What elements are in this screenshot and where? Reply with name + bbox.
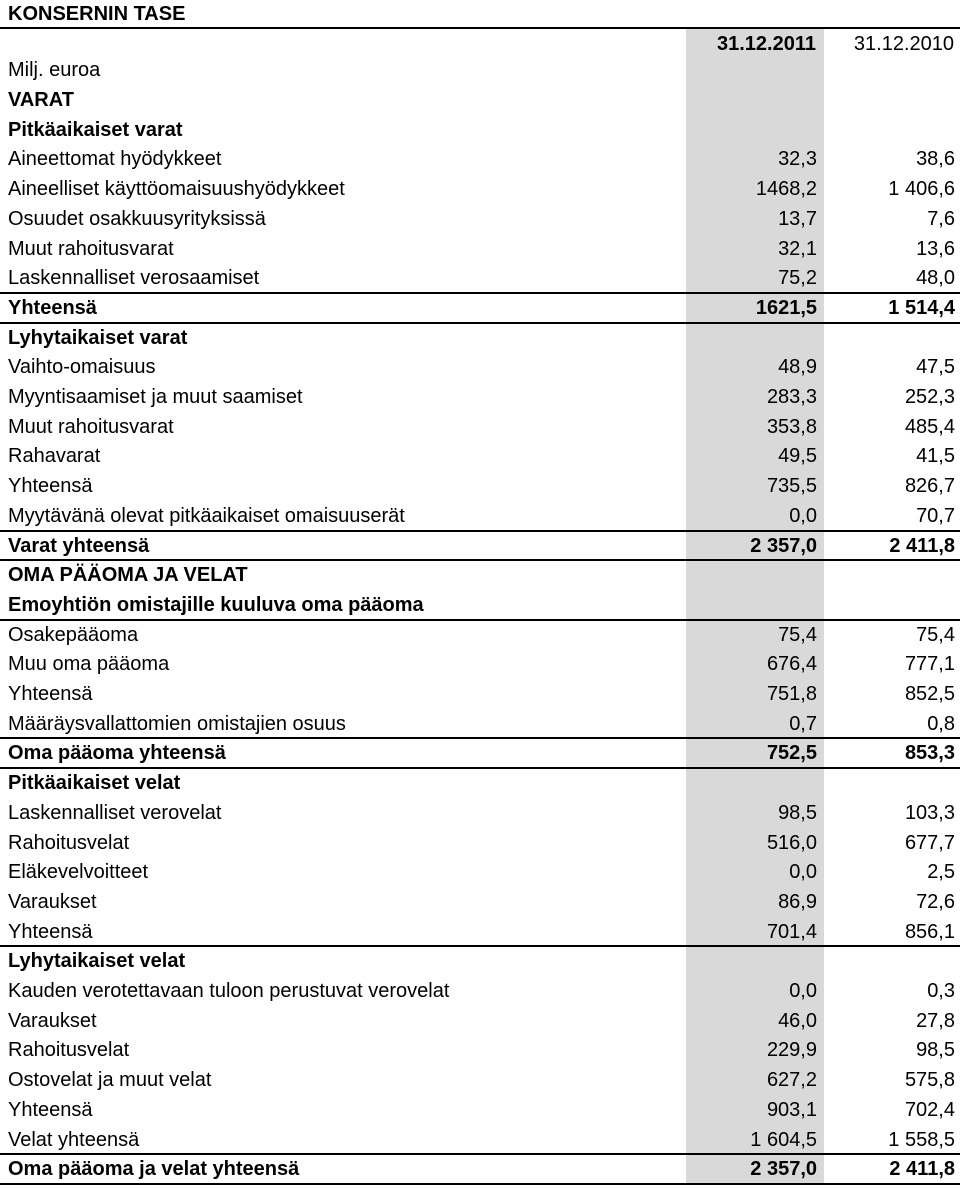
value-2011: 0,0: [789, 861, 817, 884]
value-2010: 72,6: [916, 890, 955, 913]
row-label: Varaukset: [8, 1009, 97, 1032]
row-label: OMA PÄÄOMA JA VELAT: [8, 564, 248, 587]
row-label: Laskennalliset verovelat: [8, 801, 222, 824]
table-row: [0, 917, 960, 947]
value-2011: 1468,2: [755, 178, 817, 201]
value-2010: 485,4: [904, 415, 955, 438]
table-row: [0, 946, 960, 976]
row-label: Muut rahoitusvarat: [8, 415, 174, 438]
table-row: [0, 887, 960, 917]
row-label: Lyhytaikaiset velat: [8, 950, 186, 973]
row-label: Aineelliset käyttöomaisuushyödykkeet: [8, 178, 345, 201]
value-2011: 903,1: [766, 1098, 817, 1121]
value-2010: 7,6: [927, 207, 955, 230]
value-2011: 2 357,0: [750, 1158, 817, 1181]
value-2010: 856,1: [904, 920, 955, 943]
table-row: [0, 85, 960, 115]
column-header-2011: 31.12.2011: [717, 33, 816, 55]
table-row: [0, 857, 960, 887]
table-row: [0, 1095, 960, 1125]
row-label: Laskennalliset verosaamiset: [8, 267, 260, 290]
value-2011: 676,4: [766, 653, 817, 676]
value-2011: 0,0: [789, 980, 817, 1002]
value-2010: 2,5: [927, 861, 955, 884]
row-label: Velat yhteensä: [8, 1128, 140, 1151]
value-2010: 70,7: [916, 504, 955, 527]
value-2011: 75,2: [778, 267, 817, 290]
value-2011: 46,0: [778, 1009, 817, 1032]
value-2010: 677,7: [904, 831, 955, 854]
value-2010: 98,5: [916, 1039, 955, 1062]
value-2011: 1621,5: [755, 296, 817, 319]
value-2011: 516,0: [766, 831, 817, 854]
row-label: Yhteensä: [8, 683, 93, 705]
row-label: Ostovelat ja muut velat: [8, 1069, 212, 1092]
table-row: [0, 798, 960, 828]
row-label: Yhteensä: [8, 475, 93, 498]
value-2011: 735,5: [766, 475, 817, 498]
table-row: [0, 1035, 960, 1065]
row-label: Määräysvallattomien omistajien osuus: [8, 712, 346, 735]
value-2010: 826,7: [904, 475, 955, 498]
row-label: Kauden verotettavaan tuloon perustuvat verovelat: [8, 980, 450, 1002]
value-2011: 627,2: [766, 1069, 817, 1092]
value-2011: 283,3: [766, 386, 817, 408]
table-row: [0, 828, 960, 858]
value-2011: 751,8: [766, 683, 817, 705]
value-2011: 75,4: [778, 623, 817, 646]
value-2010: 2 411,8: [889, 1158, 955, 1181]
table-row: [0, 412, 960, 442]
value-2010: 2 411,8: [889, 534, 955, 557]
value-2011: 86,9: [778, 890, 817, 913]
table-row: [0, 1125, 960, 1155]
value-2011: 32,3: [778, 148, 817, 171]
value-2011: 0,0: [789, 504, 817, 527]
value-2010: 1 558,5: [888, 1128, 955, 1151]
table-row: [0, 352, 960, 382]
value-2010: 852,5: [904, 683, 955, 705]
footer-divider: [0, 1183, 960, 1185]
value-2010: 47,5: [916, 356, 955, 379]
row-label: Rahoitusvelat: [8, 1039, 130, 1062]
row-label: Rahoitusvelat: [8, 831, 130, 854]
value-2010: 1 514,4: [888, 296, 955, 319]
table-row: [0, 560, 960, 590]
row-label: Eläkevelvoitteet: [8, 861, 149, 884]
value-2011: 49,5: [778, 445, 817, 468]
table-row: [0, 441, 960, 471]
row-label: Yhteensä: [8, 920, 93, 943]
row-label: Oma pääoma ja velat yhteensä: [8, 1158, 300, 1181]
table-row: [0, 679, 960, 709]
row-label: Muu oma pääoma: [8, 653, 170, 676]
value-2010: 575,8: [904, 1069, 955, 1092]
row-label: Emoyhtiön omistajille kuuluva oma pääoma: [8, 593, 424, 616]
value-2010: 38,6: [916, 148, 955, 171]
value-2011: 32,1: [778, 237, 817, 260]
value-2010: 252,3: [904, 386, 955, 408]
value-2011: 353,8: [766, 415, 817, 438]
value-2011: 752,5: [766, 742, 817, 765]
row-label: Varat yhteensä: [8, 534, 150, 557]
table-row: [0, 382, 960, 412]
row-label: Osakepääoma: [8, 623, 139, 646]
table-row: [0, 234, 960, 264]
header-divider: [0, 27, 960, 29]
value-2010: 702,4: [904, 1098, 955, 1121]
row-label: Pitkäaikaiset velat: [8, 772, 181, 795]
table-row: [0, 471, 960, 501]
table-row: [0, 1065, 960, 1095]
row-label: Oma pääoma yhteensä: [8, 742, 226, 765]
table-row: [0, 501, 960, 531]
table-row: [0, 649, 960, 679]
table-row: [0, 144, 960, 174]
row-label: Yhteensä: [8, 296, 97, 319]
row-label: Myyntisaamiset ja muut saamiset: [8, 386, 303, 408]
table-row: [0, 204, 960, 234]
value-2010: 0,3: [927, 980, 955, 1002]
value-2011: 0,7: [789, 712, 817, 735]
row-label: Muut rahoitusvarat: [8, 237, 174, 260]
table-row: [0, 293, 960, 323]
row-label: Myytävänä olevat pitkäaikaiset omaisuuserät: [8, 504, 405, 527]
table-row: [0, 768, 960, 798]
row-label: Rahavarat: [8, 445, 101, 468]
value-2010: 777,1: [904, 653, 955, 676]
table-row: [0, 263, 960, 293]
value-2011: 1 604,5: [750, 1128, 817, 1151]
unit-label: Milj. euroa: [8, 59, 101, 81]
value-2010: 0,8: [927, 712, 955, 735]
table-row: [0, 1154, 960, 1184]
value-2011: 701,4: [766, 920, 817, 943]
row-label: Varaukset: [8, 890, 97, 913]
value-2010: 103,3: [904, 801, 955, 824]
row-label: Vaihto-omaisuus: [8, 356, 156, 379]
row-label: Lyhytaikaiset varat: [8, 326, 188, 349]
value-2011: 229,9: [766, 1039, 817, 1062]
value-2011: 48,9: [778, 356, 817, 379]
table-row: [0, 1006, 960, 1036]
table-row: [0, 738, 960, 768]
table-row: [0, 531, 960, 561]
row-label: Osuudet osakkuusyrityksissä: [8, 207, 266, 230]
value-2010: 41,5: [916, 445, 955, 468]
value-2011: 2 357,0: [750, 534, 817, 557]
table-row: [0, 709, 960, 739]
value-2011: 98,5: [778, 801, 817, 824]
value-2010: 48,0: [916, 267, 955, 290]
column-header-2010: 31.12.2010: [853, 33, 954, 55]
table-row: [0, 590, 960, 620]
value-2010: 27,8: [916, 1009, 955, 1032]
table-row: [0, 115, 960, 145]
table-row: [0, 620, 960, 650]
row-label: Aineettomat hyödykkeet: [8, 148, 222, 171]
value-2010: 853,3: [904, 742, 955, 765]
value-2010: 75,4: [916, 623, 955, 646]
value-2010: 13,6: [916, 237, 955, 260]
value-2010: 1 406,6: [888, 178, 955, 201]
value-2011: 13,7: [778, 207, 817, 230]
row-label: Pitkäaikaiset varat: [8, 118, 183, 141]
row-label: Yhteensä: [8, 1098, 93, 1121]
table-row: [0, 323, 960, 353]
row-label: VARAT: [8, 89, 74, 111]
table-row: [0, 976, 960, 1006]
page-title: KONSERNIN TASE: [8, 3, 186, 25]
table-row: [0, 174, 960, 204]
